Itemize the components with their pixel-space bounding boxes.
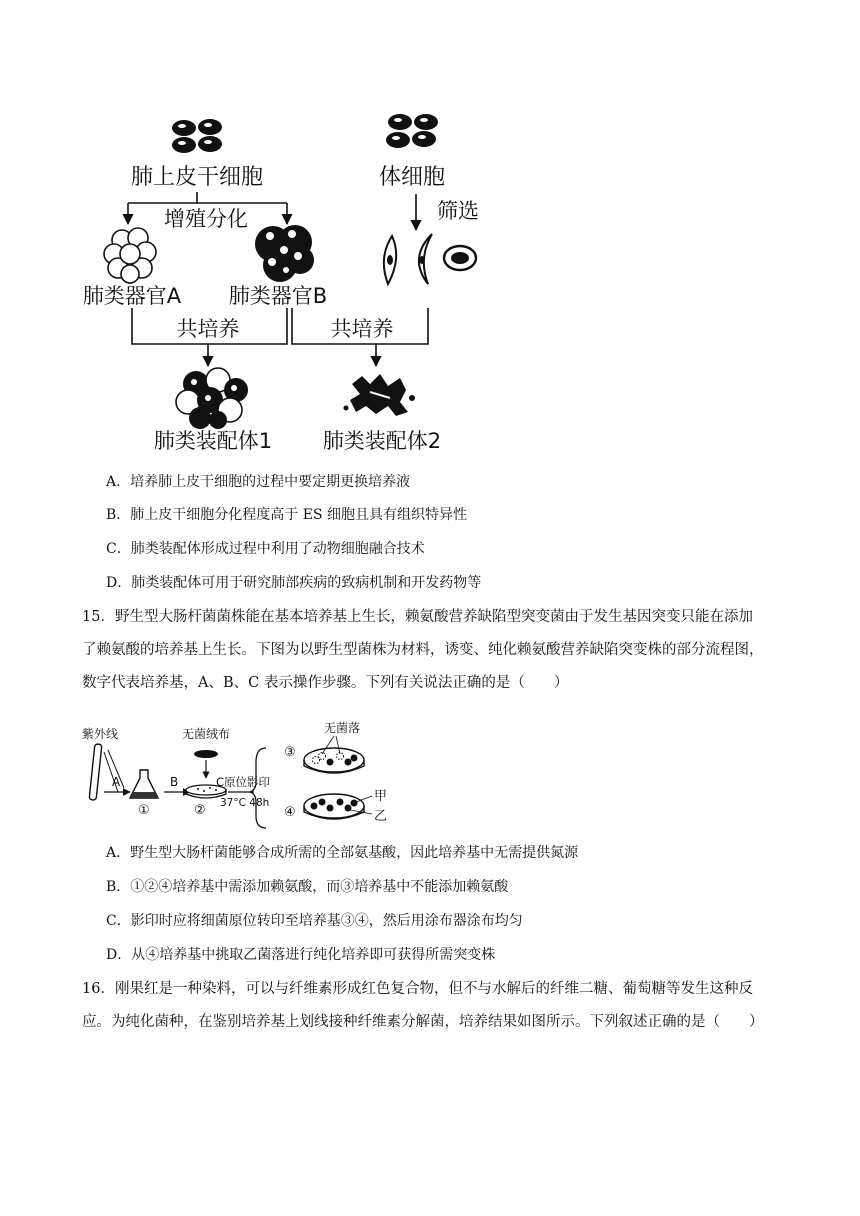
somatic-cell-label: 体细胞 <box>378 165 446 190</box>
q16-line-1: 16．刚果红是一种染料，可以与纤维素形成红色复合物，但不与水解后的纤维二糖、葡萄糖等发生这种反 <box>82 981 753 997</box>
organoid-b-label: 肺类器官B <box>228 284 328 308</box>
assembly-1-label: 肺类装配体1 <box>153 429 273 453</box>
q14-option-c: C．肺类装配体形成过程中利用了动物细胞融合技术 <box>106 541 425 557</box>
uv-label: 紫外线 <box>82 727 119 741</box>
step-a-label: A <box>112 775 121 789</box>
stem-cell-label: 肺上皮干细胞 <box>130 165 264 190</box>
q16-line-2: 应。为纯化菌种，在鉴别培养基上划线接种纤维素分解菌，培养结果如图所示。下列叙述正确的是（ ） <box>82 1014 764 1030</box>
q14-option-a: A．培养肺上皮干细胞的过程中要定期更换培养液 <box>106 474 411 490</box>
no-colony-label: 无菌落 <box>324 721 361 735</box>
q14-option-d: D．肺类装配体可用于研究肺部疾病的致病机制和开发药物等 <box>106 575 482 591</box>
q15-option-a: A．野生型大肠杆菌能够合成所需的全部氨基酸，因此培养基中无需提供氮源 <box>106 845 579 861</box>
organoid-a-icon <box>104 228 156 283</box>
organoid-figure <box>70 108 490 458</box>
velvet-label: 无菌绒布 <box>182 727 231 741</box>
step-b-label: B <box>170 775 179 789</box>
q15-line-2: 了赖氨酸的培养基上生长。下图为以野生型菌株为材料，诱变、纯化赖氨酸营养缺陷突变株的部分流程图， <box>82 642 764 658</box>
coculture-label-1: 共培养 <box>176 317 240 341</box>
medium-2-label: ② <box>194 803 206 818</box>
velvet-icon <box>194 750 218 758</box>
plate-4-icon <box>304 794 372 819</box>
q15-option-d: D．从④培养基中挑取乙菌落进行纯化培养即可获得所需突变株 <box>106 947 496 963</box>
q15-stem <box>82 601 782 700</box>
medium-3-label: ③ <box>284 745 296 760</box>
screened-cells-icon <box>384 234 476 284</box>
flask-icon <box>130 770 158 798</box>
plate-3-icon <box>304 736 364 773</box>
yi-label: 乙 <box>374 809 388 824</box>
q15-line-3: 数字代表培养基，A、B、C 表示操作步骤。下列有关说法正确的是（ ） <box>82 675 569 691</box>
coculture-label-2: 共培养 <box>330 317 394 341</box>
medium-4-label: ④ <box>284 805 296 820</box>
assembly-2-label: 肺类装配体2 <box>322 429 442 453</box>
q16-stem <box>82 973 782 1039</box>
q15-line-1: 15．野生型大肠杆菌菌株能在基本培养基上生长，赖氨酸营养缺陷型突变菌由于发生基因突变只能在添加 <box>82 609 753 625</box>
q15-option-c: C．影印时应将细菌原位转印至培养基③④，然后用涂布器涂布均匀 <box>106 913 523 929</box>
condition-label: 37°C 48h <box>220 797 270 809</box>
medium-1-label: ① <box>138 803 150 818</box>
assembly-2-icon <box>344 374 416 416</box>
organoid-b-icon <box>255 225 314 282</box>
organoid-a-label: 肺类器官A <box>82 284 182 308</box>
step-c-label: C原位影印 <box>216 775 271 789</box>
mutant-screen-figure <box>78 718 418 834</box>
proliferate-label: 增殖分化 <box>164 207 248 231</box>
q15-option-b: B．①②④培养基中需添加赖氨酸，而③培养基中不能添加赖氨酸 <box>106 879 509 895</box>
stem-cell-cluster-icon <box>172 119 222 153</box>
q14-option-b: B．肺上皮干细胞分化程度高于 ES 细胞且具有组织特异性 <box>106 507 467 523</box>
jia-label: 甲 <box>374 789 388 804</box>
assembly-1-icon <box>176 368 248 429</box>
screen-label: 筛选 <box>437 199 479 223</box>
somatic-cell-cluster-icon <box>386 114 438 148</box>
